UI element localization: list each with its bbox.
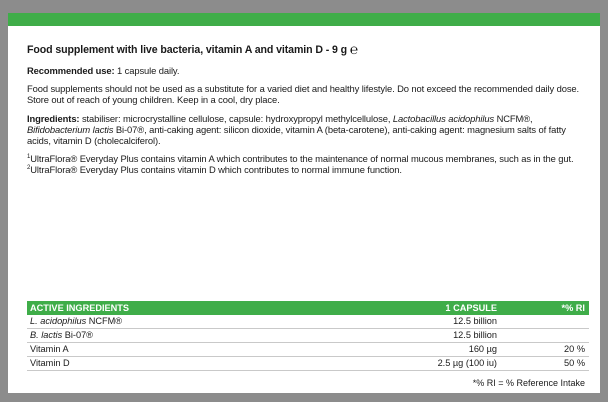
row-name-rest: Bi-07® [62,330,93,340]
footnote-1-mark: 1 [27,154,31,161]
row-amount: 12.5 billion [453,316,497,326]
ingredients [27,113,589,147]
green-top-bar [8,13,600,26]
header-active-ingredients: ACTIVE INGREDIENTS [30,303,130,313]
ingredient-bifidobacterium: Bifidobacterium lactis [27,123,114,135]
row-ri: 50 % [564,358,585,368]
product-label [8,13,600,393]
row-name [30,358,70,368]
row-ri: 20 % [564,344,585,354]
row-name [30,330,93,340]
ingredient-lactobacillus-strain: NCFM®, [494,112,533,124]
table-row [27,315,589,329]
footnote-2-text: UltraFlora® Everyday Plus contains vitamin D which contributes to normal immune function. [30,164,402,176]
row-amount: 2.5 µg (100 iu) [437,358,497,368]
row-name-rest: Vitamin D [30,358,70,368]
label-text [27,41,589,176]
row-name-rest: NCFM® [86,316,123,326]
footnote-1-text: UltraFlora® Everyday Plus contains vitamin A which contributes to the maintenance of normal mucous membranes, such as in the gut. [30,153,574,165]
table-row [27,357,589,371]
row-name [30,316,122,326]
footnote-2 [27,164,589,175]
row-name [30,344,69,354]
row-name-italic: L. acidophilus [30,316,87,326]
active-ingredients-table [27,301,589,388]
recommended-use-label: Recommended use: [27,65,115,76]
ingredients-rest: Bi-07®, anti-caking agent: silicon dioxide, vitamin A (beta-carotene), anti-caking agent: magnesium salts of fatty acids, vitamin D (cholecalciferol). [27,123,566,147]
warning-text: Food supplements should not be used as a substitute for a varied diet and healthy lifestyle. Do not exceed the recommended daily dose. Store out of reach of young children. Keep in a cool, dry place. [27,83,580,106]
recommended-use [27,65,589,76]
row-name-italic: B. lactis [30,330,63,340]
ingredient-lactobacillus: Lactobacillus acidophilus [392,112,495,124]
product-title [27,41,589,58]
table-row [27,329,589,343]
row-amount: 12.5 billion [453,330,497,340]
reference-intake-note: *% RI = % Reference Intake [472,378,585,388]
title-text: Food supplement with live bacteria, vitamin A and vitamin D - 9 g [27,44,347,56]
row-name-rest: Vitamin A [30,344,69,354]
ingredients-part1: stabiliser: microcrystalline cellulose, capsule: hydroxypropyl methylcellulose, [79,112,393,124]
table-row [27,343,589,357]
footnote-1 [27,153,589,164]
recommended-use-text: 1 capsule daily. [114,65,180,76]
header-ri: *% RI [561,303,585,313]
ingredients-label: Ingredients: [27,112,80,124]
estimated-sign-icon: ℮ [349,42,359,58]
footnote-2-mark: 2 [27,165,31,172]
row-amount: 160 µg [468,344,497,354]
table-header [27,301,589,315]
header-capsule: 1 CAPSULE [445,303,497,313]
